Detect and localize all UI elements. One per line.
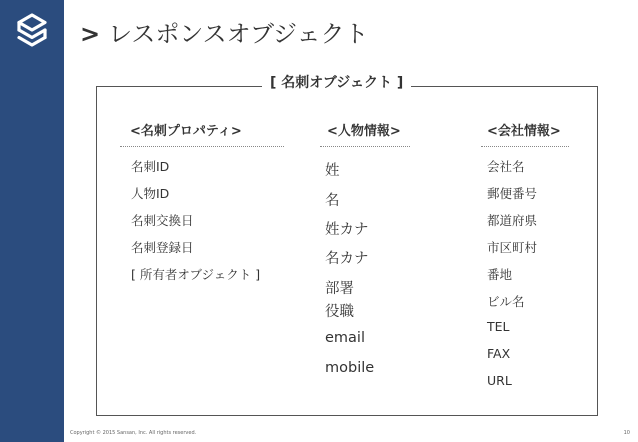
- list-item: 都道府県: [487, 213, 538, 228]
- list-item: 姓: [325, 163, 340, 179]
- page-number: 10: [623, 430, 630, 436]
- column-divider: [120, 146, 284, 147]
- list-item: 部署: [325, 281, 354, 297]
- sansan-logo-icon: [12, 12, 52, 52]
- list-item: 名刺ID: [131, 159, 170, 174]
- copyright-text: Copyright © 2015 Sansan, Inc. All rights reserved.: [70, 430, 197, 436]
- column-divider: [481, 146, 569, 147]
- page-title: [80, 14, 369, 49]
- list-item: mobile: [325, 360, 375, 376]
- list-item: 名刺登録日: [131, 240, 194, 255]
- list-item: email: [325, 330, 365, 346]
- list-item: 人物ID: [131, 186, 170, 201]
- list-item: 名刺交換日: [131, 213, 194, 228]
- list-item: 姓カナ: [325, 222, 369, 238]
- title-text: レスポンスオブジェクト: [108, 20, 369, 48]
- list-item: 郵便番号: [487, 186, 538, 201]
- column-header: <人物情報>: [327, 124, 401, 139]
- list-item: FAX: [487, 346, 511, 361]
- sidebar: [0, 0, 64, 442]
- list-item: 名: [325, 193, 340, 209]
- list-item: 役職: [325, 304, 354, 320]
- list-item: [ 所有者オブジェクト ]: [131, 267, 261, 282]
- list-item: 番地: [487, 267, 513, 282]
- list-item: 名カナ: [325, 251, 369, 267]
- list-item: URL: [487, 373, 512, 388]
- frame-label: [ 名刺オブジェクト ]: [262, 72, 411, 92]
- column-divider: [320, 146, 410, 147]
- list-item: 会社名: [487, 159, 525, 174]
- column-header: <名刺プロパティ>: [130, 124, 242, 139]
- column-header: <会社情報>: [487, 124, 561, 139]
- title-arrow: >: [80, 20, 101, 48]
- list-item: 市区町村: [487, 240, 538, 255]
- list-item: TEL: [487, 319, 510, 334]
- list-item: ビル名: [487, 294, 525, 309]
